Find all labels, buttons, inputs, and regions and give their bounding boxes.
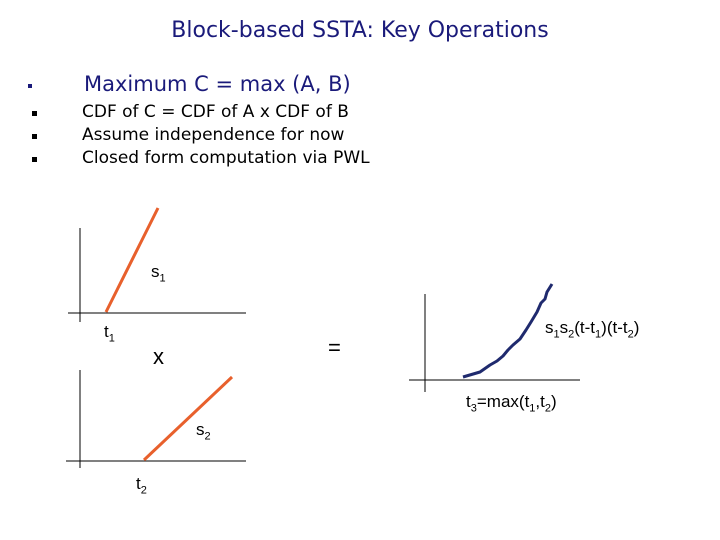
main-bullet-text: Maximum C = max (A, B) bbox=[84, 72, 351, 96]
s1-label: $s_1$ bbox=[151, 262, 166, 285]
plot1-cdf-line bbox=[106, 208, 158, 312]
sub-bullet-text: CDF of C = CDF of A x CDF of B bbox=[82, 102, 349, 122]
t3-formula-label: $t_3=\max(t_1,t_2)$ bbox=[466, 392, 557, 415]
equals-sign: = bbox=[328, 335, 341, 360]
plot3-result-curve bbox=[463, 284, 552, 377]
s2-label: $s_2$ bbox=[196, 420, 211, 443]
sub-bullet-text: Closed form computation via PWL bbox=[82, 148, 370, 168]
plot2-cdf-line bbox=[144, 377, 232, 460]
result-formula-label: $s_1s_2(t-t_1)(t-t_2)$ bbox=[545, 318, 640, 341]
multiply-sign: x bbox=[153, 344, 164, 369]
t1-label: $t_1$ bbox=[104, 322, 115, 345]
sub-bullet-text: Assume independence for now bbox=[82, 125, 345, 145]
slide-title: Block-based SSTA: Key Operations bbox=[171, 18, 549, 43]
t2-label: $t_2$ bbox=[136, 474, 147, 497]
